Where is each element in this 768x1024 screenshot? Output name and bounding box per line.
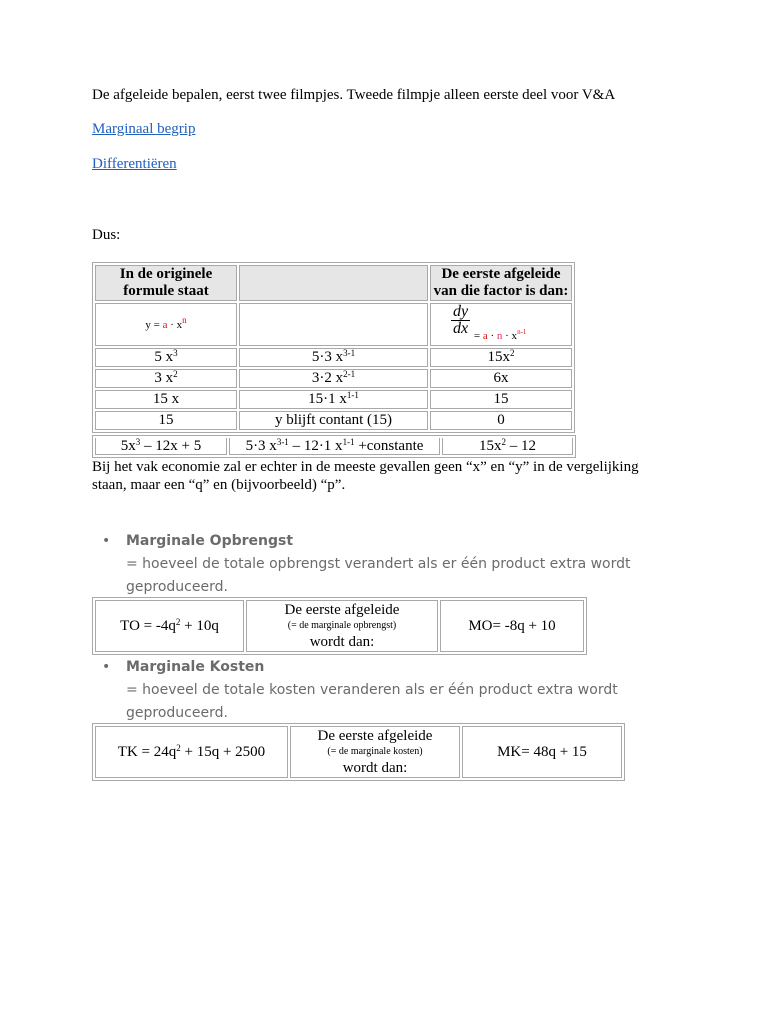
tk-formula: TK = $24q^2 + 15q + 2500$ bbox=[95, 726, 288, 778]
general-formula-cell: $y = a \cdot x^n$ bbox=[95, 303, 237, 346]
header-middle bbox=[239, 265, 428, 301]
table-row bbox=[95, 726, 622, 778]
mk-table bbox=[92, 723, 625, 781]
derivative-formula-cell: $\frac{dy}{dx}$ $_{= a \cdot n \cdot x^{n-1}}$ bbox=[430, 303, 572, 346]
to-formula: TO = $-4q^2 + 10q$ bbox=[95, 600, 244, 652]
table-row: 5 $x^3$ 5·3 $x^{3-1}$ $15x^2$ bbox=[95, 348, 572, 367]
summary-row-table bbox=[92, 435, 576, 458]
table-row: 15 x 15·1 $x^{1-1}$ 15 bbox=[95, 390, 572, 409]
dy-dx-fraction: $\frac{dy}{dx}$ bbox=[453, 303, 469, 337]
bullet-dot: • bbox=[102, 659, 111, 675]
bullet-dot: • bbox=[102, 533, 111, 549]
derivative-table bbox=[92, 262, 575, 433]
intro-text: De afgeleide bepalen, eerst twee filmpjes. Tweede filmpje alleen eerste deel voor V&A bbox=[92, 87, 616, 103]
bullet-description: = hoeveel de totale kosten veranderen als er één product extra wordt geproduceerd. bbox=[126, 682, 618, 721]
mo-table bbox=[92, 597, 587, 655]
table-row: 3 $x^2$ 3·2 $x^{2-1}$ 6x bbox=[95, 369, 572, 388]
mk-formula: MK= 48q + 15 bbox=[462, 726, 622, 778]
formula-row bbox=[95, 303, 572, 346]
bullet-heading: Marginale Opbrengst bbox=[126, 533, 294, 549]
dus-label: Dus: bbox=[92, 227, 121, 243]
mo-middle: De eerste afgeleide (= de marginale opbrengst) wordt dan: bbox=[246, 600, 438, 652]
economics-note: Bij het vak economie zal er echter in de meeste gevallen geen “x” en “y” in de vergelijking staan, maar een “q” en (bijvoorbeeld) “p”. bbox=[92, 459, 639, 493]
link-marginaal-begrip[interactable]: Marginaal begrip bbox=[92, 121, 196, 137]
header-derivative: De eerste afgeleide van die factor is dan: bbox=[430, 265, 572, 301]
link-differentieren[interactable]: Differentiëren bbox=[92, 156, 177, 172]
table-header-row bbox=[95, 265, 572, 301]
mk-middle: De eerste afgeleide (= de marginale kosten) wordt dan: bbox=[290, 726, 460, 778]
table-row: $5x^3 - 12x + 5$ 5·3 $x^{3-1} - 12\cdot 1$ $x^{1-1}$ +constante $15x^2 - 12$ bbox=[95, 438, 573, 455]
table-row: 15 y blijft contant (15) 0 bbox=[95, 411, 572, 430]
header-original: In de originele formule staat bbox=[95, 265, 237, 301]
bullet-description: = hoeveel de totale opbrengst verandert als er één product extra wordt geproduceerd. bbox=[126, 556, 631, 595]
empty-cell bbox=[239, 303, 428, 346]
bullet-heading: Marginale Kosten bbox=[126, 659, 265, 675]
table-row bbox=[95, 600, 584, 652]
mo-formula: MO= -8q + 10 bbox=[440, 600, 584, 652]
